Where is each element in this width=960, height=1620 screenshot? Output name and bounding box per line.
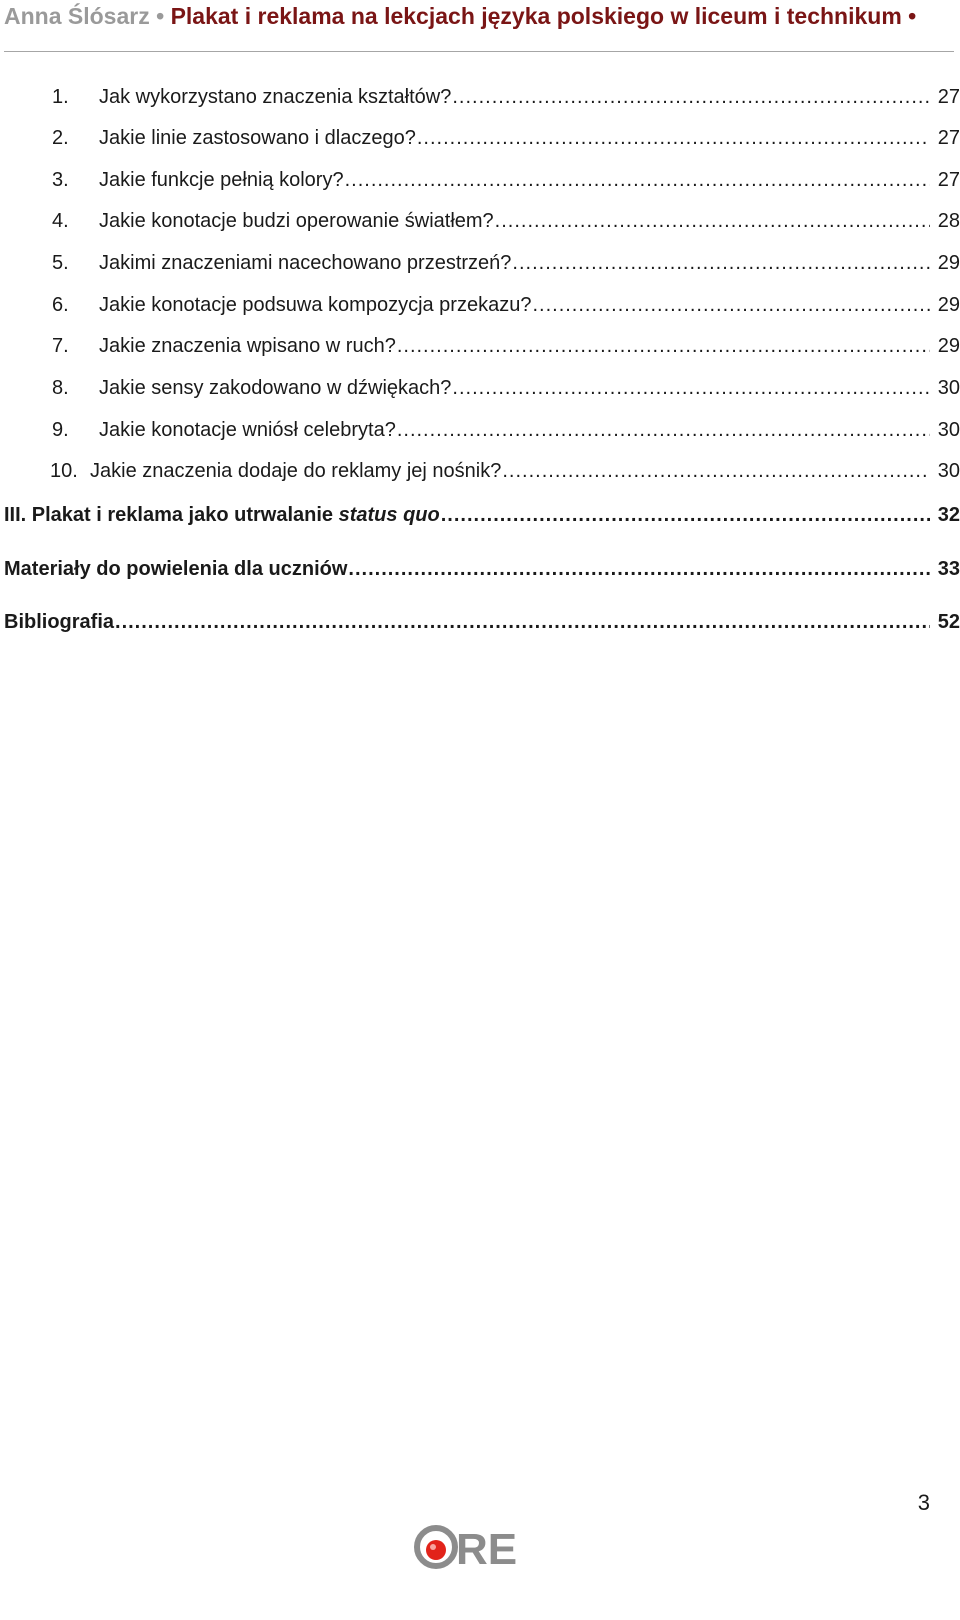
toc-section-page: 52 [937,611,960,633]
toc-section-entry-iii[interactable] [4,501,960,529]
toc-entry[interactable] [4,207,960,235]
toc-entry-page: 27 [937,127,960,149]
toc-entry-label: Jakie znaczenia dodaje do reklamy jej nośnik? [90,460,502,482]
toc-entry-number: 2. [52,127,69,149]
toc-section-label: Materiały do powielenia dla uczniów [4,558,348,580]
toc-section-label [4,501,440,529]
toc-entry-page: 27 [937,169,960,191]
toc-leader-dots [452,83,930,111]
toc-entry-number: 10. [50,460,78,482]
toc-leader-dots [532,291,930,319]
toc-entry-label: Jakie sensy zakodowano w dźwiękach? [99,377,452,399]
page-number: 3 [917,1490,930,1515]
toc-entry-label: Jakie konotacje podsuwa kompozycja przekazu? [99,294,532,316]
toc-entry-number: 3. [52,169,69,191]
toc-leader-dots [115,608,930,636]
toc-section-entry-materials[interactable] [4,555,960,583]
ore-logo [414,1523,524,1571]
toc-leader-dots [345,166,930,194]
toc-entry-page: 29 [937,294,960,316]
header-title: Plakat i reklama na lekcjach języka polskiego w liceum i technikum [170,3,902,29]
toc-entry[interactable] [4,416,960,444]
toc-entry-number: 7. [52,335,69,357]
toc-entry-label: Jakie linie zastosowano i dlaczego? [99,127,416,149]
toc-entry[interactable] [4,332,960,360]
toc-entry-label: Jakie konotacje wniósł celebryta? [99,419,396,441]
toc-leader-dots [512,249,930,277]
header-rule [4,51,954,52]
toc-leader-dots [502,457,930,485]
toc-entry-label: Jak wykorzystano znaczenia kształtów? [99,86,452,108]
toc-entry-number: 1. [52,86,69,108]
toc-entry-page: 28 [937,210,960,232]
toc-entry-number: 6. [52,294,69,316]
toc-entry[interactable] [4,291,960,319]
toc-section-label: Bibliografia [4,611,115,633]
toc-entry[interactable] [4,249,960,277]
header-end-bullet: • [908,3,917,29]
running-header [4,0,954,32]
toc-entry-label: Jakie funkcje pełnią kolory? [99,169,344,191]
toc-leader-dots [495,207,930,235]
toc-entry[interactable] [4,166,960,194]
toc-section-label-prefix: III. Plakat i reklama jako utrwalanie [4,504,339,526]
toc-section-page: 32 [937,504,960,526]
toc-entry-page: 29 [937,252,960,274]
toc-entry-page: 29 [937,335,960,357]
toc-entry-label: Jakie znaczenia wpisano w ruch? [99,335,396,357]
header-separator-bullet: • [156,3,165,29]
header-author: Anna Ślósarz [4,3,150,29]
toc-entry-number: 8. [52,377,69,399]
toc-entry[interactable] [4,83,960,111]
toc-entry-page: 30 [937,419,960,441]
ore-logo-red-dot [426,1540,446,1560]
toc-entry[interactable] [4,124,960,152]
toc-section-label-italic: status quo [338,504,440,526]
ore-logo-text: RE [456,1525,518,1571]
toc-leader-dots [452,374,930,402]
toc-section-page: 33 [937,558,960,580]
toc-entry-number: 4. [52,210,69,232]
toc-leader-dots [417,124,930,152]
toc-entry-page: 27 [937,86,960,108]
toc-entry-label: Jakie konotacje budzi operowanie światłem? [99,210,494,232]
toc-leader-dots [397,332,930,360]
toc-entry-number: 9. [52,419,69,441]
toc-entry[interactable] [4,457,960,485]
toc-entry[interactable] [4,374,960,402]
toc-leader-dots [397,416,930,444]
toc-section-entry-bibliography[interactable] [4,608,960,636]
toc-leader-dots [441,501,930,529]
toc-entry-number: 5. [52,252,69,274]
toc-entry-page: 30 [937,377,960,399]
toc-entry-page: 30 [937,460,960,482]
toc-entry-label: Jakimi znaczeniami nacechowano przestrzeń? [99,252,512,274]
toc-leader-dots [348,555,930,583]
ore-logo-highlight [430,1544,436,1550]
